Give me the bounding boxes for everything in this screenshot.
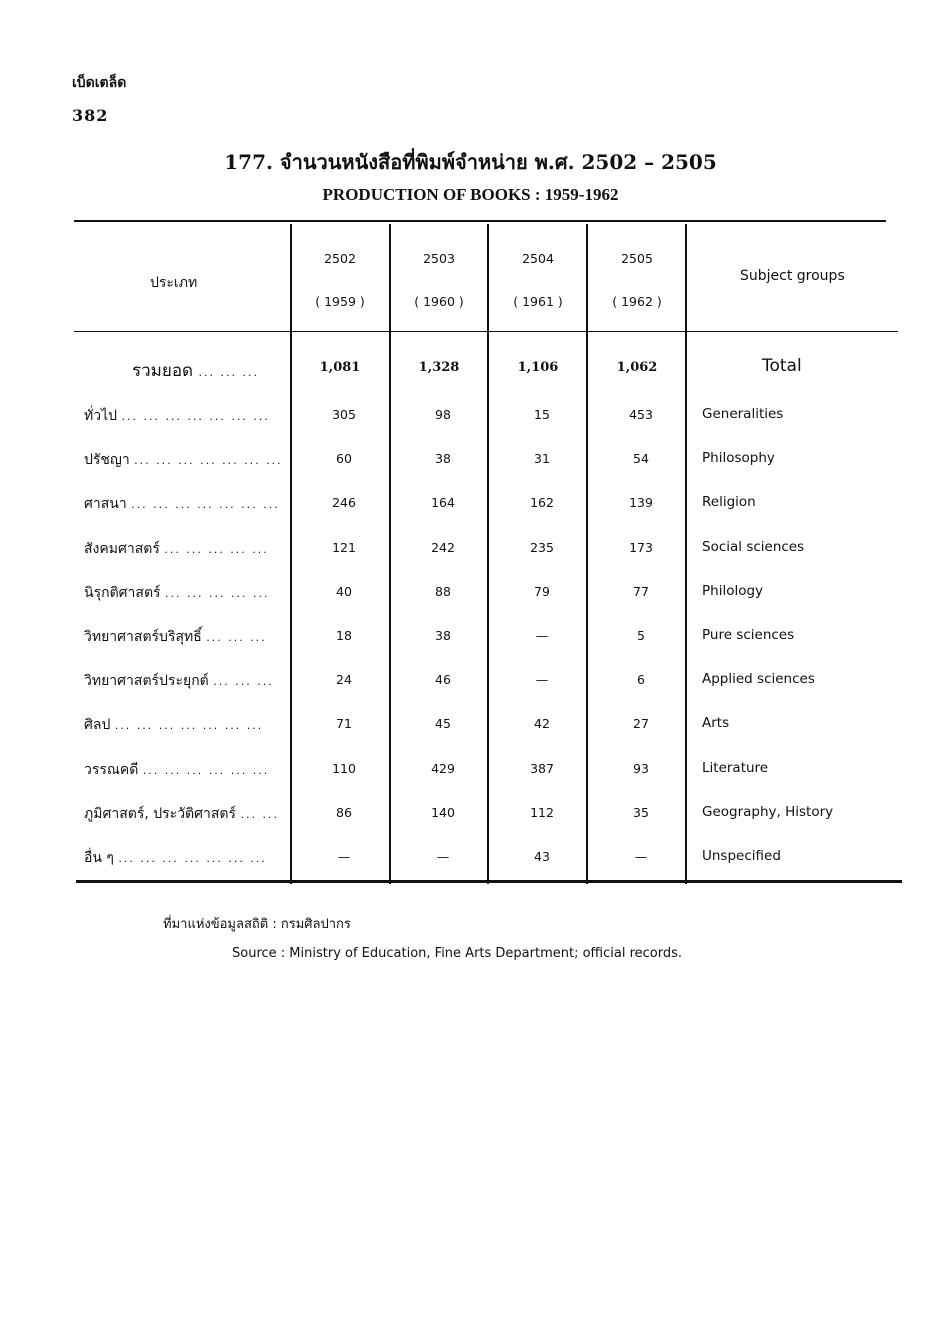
table-cell-value: 235 bbox=[530, 539, 554, 555]
year-be-header: 2505 bbox=[621, 251, 653, 266]
table-cell-value: — bbox=[337, 849, 351, 864]
source-note-english: Source : Ministry of Education, Fine Arts Department; official records. bbox=[232, 946, 683, 961]
total-label-thai bbox=[132, 357, 259, 384]
leader-dots: ... ... ... ... ... bbox=[165, 586, 270, 600]
table-cell-value: 6 bbox=[637, 672, 645, 688]
leader-dots: ... ... ... ... ... ... ... bbox=[118, 852, 267, 865]
table-cell-value: 42 bbox=[534, 716, 550, 732]
row-label-english: Geography, History bbox=[702, 803, 834, 820]
table-cell-value: 79 bbox=[534, 583, 550, 599]
row-label: วรรณคดี bbox=[84, 761, 139, 778]
leader-dots: ... ... ... ... ... ... ... bbox=[121, 410, 270, 423]
table-cell-value: 43 bbox=[534, 849, 550, 864]
row-label-thai bbox=[84, 582, 269, 604]
row-label-english: Literature bbox=[702, 759, 769, 776]
row-label-english: Philology bbox=[702, 582, 764, 599]
row-label-thai bbox=[84, 449, 283, 471]
table-cell-value: — bbox=[436, 849, 450, 864]
leader-dots: ... ... ... ... ... ... bbox=[142, 763, 270, 777]
leader-dots: ... ... ... ... ... ... ... bbox=[134, 454, 283, 468]
row-label: วิทยาศาสตร์ประยุกต์ bbox=[84, 673, 209, 690]
leader-dots: ... ... ... bbox=[198, 366, 259, 379]
table-cell-value: — bbox=[535, 672, 549, 688]
row-label: วิทยาศาสตร์บริสุทธิ์ bbox=[84, 629, 202, 645]
table-cell-value: 38 bbox=[435, 628, 451, 643]
row-label: สังคมศาสตร์ bbox=[84, 540, 160, 557]
row-label: ปรัชญา bbox=[84, 452, 130, 469]
row-label: นิรุกติศาสตร์ bbox=[84, 584, 161, 601]
table-cell-value: 173 bbox=[629, 539, 653, 555]
table-cell-value: 139 bbox=[629, 495, 653, 511]
table-cell-value: 162 bbox=[530, 495, 554, 511]
row-label: อื่น ๆ bbox=[84, 850, 114, 866]
total-value: 1,081 bbox=[319, 360, 361, 375]
table-cell-value: 35 bbox=[633, 804, 649, 820]
row-label: รวมยอด bbox=[132, 361, 194, 381]
table-cell-value: 121 bbox=[332, 539, 356, 555]
table-cell-value: 46 bbox=[435, 672, 451, 688]
table-cell-value: 18 bbox=[336, 628, 352, 643]
table-cell-value: 45 bbox=[435, 716, 451, 732]
row-label-thai bbox=[84, 714, 263, 736]
table-cell-value: 242 bbox=[431, 539, 455, 555]
column-header-subject: Subject groups bbox=[740, 268, 845, 284]
row-label-thai bbox=[84, 626, 267, 648]
year-ce-header: ( 1962 ) bbox=[612, 294, 662, 309]
table-cell-value: 305 bbox=[332, 407, 356, 422]
table-cell-value: 140 bbox=[431, 804, 455, 820]
header-bottom-rule bbox=[74, 331, 898, 332]
table-cell-value: — bbox=[535, 628, 549, 643]
table-cell-value: 38 bbox=[435, 451, 451, 467]
leader-dots: ... ... ... bbox=[206, 631, 267, 644]
top-rule bbox=[74, 220, 886, 222]
table-title-thai: 177. จำนวนหนังสือที่พิมพ์จำหน่าย พ.ศ. 2502 – 2505 bbox=[224, 150, 717, 174]
row-label-thai bbox=[84, 405, 270, 427]
table-cell-value: 24 bbox=[336, 672, 352, 688]
table-cell-value: 54 bbox=[633, 451, 649, 467]
year-be-header: 2504 bbox=[522, 251, 554, 266]
leader-dots: ... ... ... bbox=[213, 675, 274, 689]
row-label-english: Pure sciences bbox=[702, 627, 795, 643]
table-cell-value: 246 bbox=[332, 495, 356, 511]
table-cell-value: 86 bbox=[336, 804, 352, 820]
leader-dots: ... ... ... ... ... ... ... bbox=[131, 498, 280, 512]
row-label: ศาสนา bbox=[84, 496, 127, 513]
row-label-english: Arts bbox=[702, 715, 730, 732]
row-label-thai bbox=[84, 803, 279, 825]
table-cell-value: 77 bbox=[633, 583, 649, 599]
table-cell-value: 387 bbox=[530, 760, 554, 776]
source-note-thai: ที่มาแห่งข้อมูลสถิติ : กรมศิลปากร bbox=[163, 917, 351, 932]
year-be-header: 2502 bbox=[324, 251, 356, 266]
leader-dots: ... ... ... ... ... ... ... bbox=[114, 719, 264, 733]
year-ce-header: ( 1959 ) bbox=[315, 294, 365, 309]
total-value: 1,328 bbox=[418, 360, 460, 375]
table-cell-value: 88 bbox=[435, 583, 451, 599]
table-cell-value: 453 bbox=[629, 407, 653, 422]
row-label-thai bbox=[84, 670, 274, 692]
table-cell-value: 93 bbox=[633, 760, 649, 776]
total-value: 1,106 bbox=[517, 360, 559, 375]
table-cell-value: 5 bbox=[637, 628, 645, 643]
table-cell-value: 429 bbox=[431, 760, 455, 776]
row-label: ทั่วไป bbox=[84, 408, 118, 424]
row-label-thai bbox=[84, 759, 269, 781]
row-label-thai bbox=[84, 538, 269, 560]
table-cell-value: 31 bbox=[534, 451, 550, 467]
row-label-english: Social sciences bbox=[702, 538, 805, 555]
leader-dots: ... ... ... ... ... bbox=[164, 542, 269, 556]
table-cell-value: 98 bbox=[435, 407, 451, 422]
total-value: 1,062 bbox=[616, 360, 658, 375]
year-be-header: 2503 bbox=[423, 251, 455, 266]
page-number: 382 bbox=[72, 106, 109, 125]
table-cell-value: — bbox=[634, 849, 648, 864]
row-label-english: Unspecified bbox=[702, 848, 781, 864]
row-label: ศิลป bbox=[84, 717, 111, 734]
total-label-english: Total bbox=[762, 356, 802, 376]
column-header-thai: ประเภท bbox=[150, 275, 198, 291]
leader-dots: ... ... bbox=[240, 807, 279, 821]
row-label: ภูมิศาสตร์, ประวัติศาสตร์ bbox=[84, 805, 237, 822]
table-cell-value: 60 bbox=[336, 451, 352, 467]
row-label-thai bbox=[84, 493, 280, 515]
row-label-english: Generalities bbox=[702, 406, 784, 422]
year-ce-header: ( 1961 ) bbox=[513, 294, 563, 309]
table-cell-value: 112 bbox=[530, 804, 554, 820]
column-divider bbox=[290, 224, 292, 884]
table-cell-value: 27 bbox=[633, 716, 649, 732]
table-cell-value: 71 bbox=[336, 716, 352, 732]
bottom-rule bbox=[76, 880, 902, 883]
table-cell-value: 164 bbox=[431, 495, 455, 511]
table-cell-value: 40 bbox=[336, 583, 352, 599]
table-title-english: PRODUCTION OF BOOKS : 1959-1962 bbox=[322, 185, 619, 204]
running-header-category: เบ็ดเตล็ด bbox=[72, 75, 127, 91]
table-cell-value: 15 bbox=[534, 407, 550, 422]
table-cell-value: 110 bbox=[332, 760, 356, 776]
row-label-thai bbox=[84, 847, 267, 869]
year-ce-header: ( 1960 ) bbox=[414, 294, 464, 309]
row-label-english: Philosophy bbox=[702, 450, 775, 467]
row-label-english: Applied sciences bbox=[702, 671, 815, 688]
row-label-english: Religion bbox=[702, 494, 756, 511]
